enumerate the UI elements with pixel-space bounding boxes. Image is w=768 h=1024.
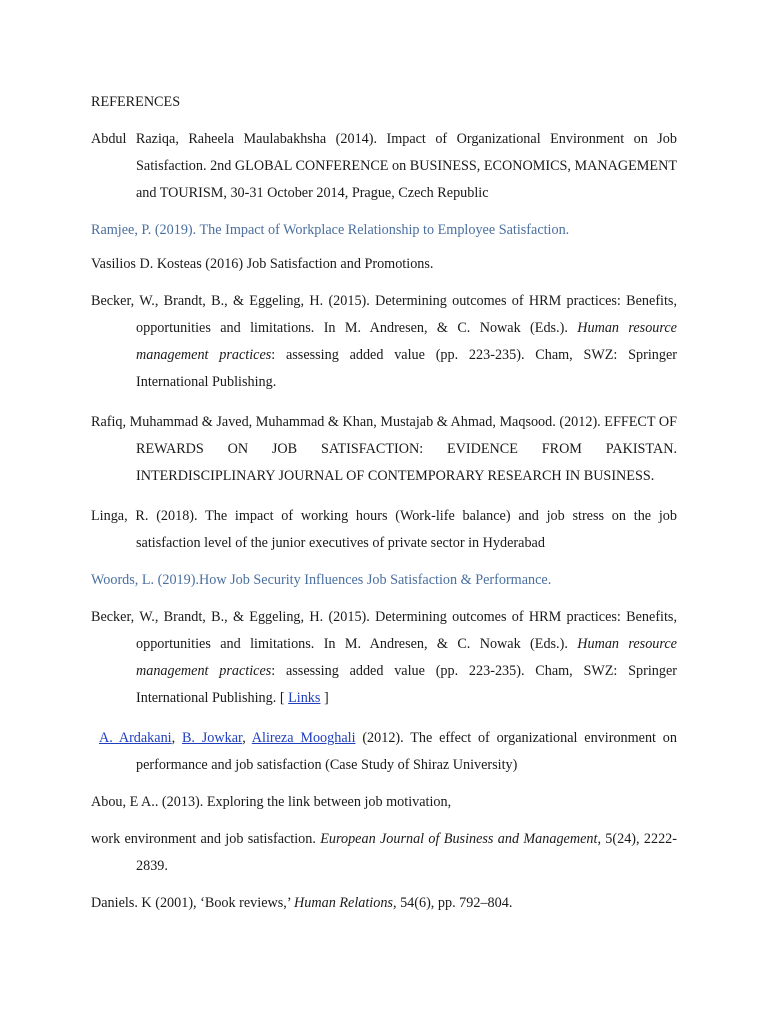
reference-abou-continued — [91, 826, 677, 880]
reference-becker-1-text: Becker, W., Brandt, B., & Eggeling, H. (2015). Determining outcomes of HRM practices: Benefits, opportunities and limitations. In M. Andresen, & C. Nowak (Eds.). — [91, 293, 677, 336]
reference-daniels — [91, 893, 677, 913]
reference-rafiq: Rafiq, Muhammad & Javed, Muhammad & Khan, Mustajab & Ahmad, Maqsood. (2012). EFFECT OF REWARDS ON JOB SATISFACTION: EVIDENCE FROM PAKISTAN. INTERDISCIPLINARY JOURNAL OF CONTEMPORARY RESEARCH IN BUSINESS. — [91, 414, 677, 484]
reference-abou-journal: European Journal of Business and Management — [320, 831, 598, 847]
reference-becker-2-publisher: : assessing added value (pp. 223-235). Cham, SWZ: Springer International Publishing. [ — [136, 663, 677, 706]
author-jowkar-link[interactable]: B. Jowkar — [181, 730, 243, 746]
reference-daniels-volume: , 54(6), pp. 792–804. — [392, 895, 513, 911]
reference-abou: Abou, E A.. (2013). Exploring the link between job motivation, — [91, 794, 452, 810]
reference-woords: Woords, L. (2019).How Job Security Influences Job Satisfaction & Performance. — [91, 572, 552, 588]
reference-raziqa: Abdul Raziqa, Raheela Maulabakhsha (2014). Impact of Organizational Environment on Job Satisfaction. 2nd GLOBAL CONFERENCE on BUSINESS, ECONOMICS, MANAGEMENT and TOURISM, 30-31 October 2014, Prague, Czech Republic — [91, 131, 677, 201]
reference-becker-2 — [91, 604, 677, 712]
reference-becker-2-text: Becker, W., Brandt, B., & Eggeling, H. (2015). Determining outcomes of HRM practices: Benefits, opportunities and limitations. In M. Andresen, & C. Nowak (Eds.). — [91, 609, 677, 652]
reference-linga: Linga, R. (2018). The impact of working hours (Work-life balance) and job stress on the job satisfaction level of the junior executives of private sector in Hyderabad — [91, 508, 677, 551]
reference-becker-2-title: Human resource management practices — [136, 636, 677, 679]
author-ardakani-link[interactable]: A. Ardakani — [99, 730, 172, 746]
reference-becker-1-title: Human resource management practices — [136, 320, 677, 363]
reference-daniels-text: Daniels. K (2001), ‘Book reviews,’ — [91, 895, 295, 911]
reference-becker-1-publisher: : assessing added value (pp. 223-235). Cham, SWZ: Springer International Publishing. — [136, 347, 677, 390]
reference-ardakani-rest: (2012). The effect of organizational environment on performance and job satisfaction (Case Study of Shiraz University) — [136, 730, 677, 773]
document-page — [91, 92, 677, 927]
reference-ardakani — [91, 725, 677, 779]
reference-abou-volume: , 5(24), 2222-2839. — [136, 831, 677, 874]
reference-ramjee: Ramjee, P. (2019). The Impact of Workplace Relationship to Employee Satisfaction. — [91, 222, 570, 238]
reference-daniels-journal: Human Relations — [294, 895, 393, 911]
reference-kosteas: Vasilios D. Kosteas (2016) Job Satisfaction and Promotions. — [91, 256, 434, 272]
reference-abou-text: work environment and job satisfaction. — [91, 831, 321, 847]
links-link[interactable]: Links — [288, 690, 321, 706]
references-heading: REFERENCES — [91, 94, 181, 110]
author-separator-2: , — [242, 730, 252, 746]
reference-becker-2-close: ] — [320, 690, 329, 706]
author-mooghali-link[interactable]: Alireza Mooghali — [251, 730, 356, 746]
reference-becker-1 — [91, 288, 677, 396]
author-separator-1: , — [171, 730, 182, 746]
